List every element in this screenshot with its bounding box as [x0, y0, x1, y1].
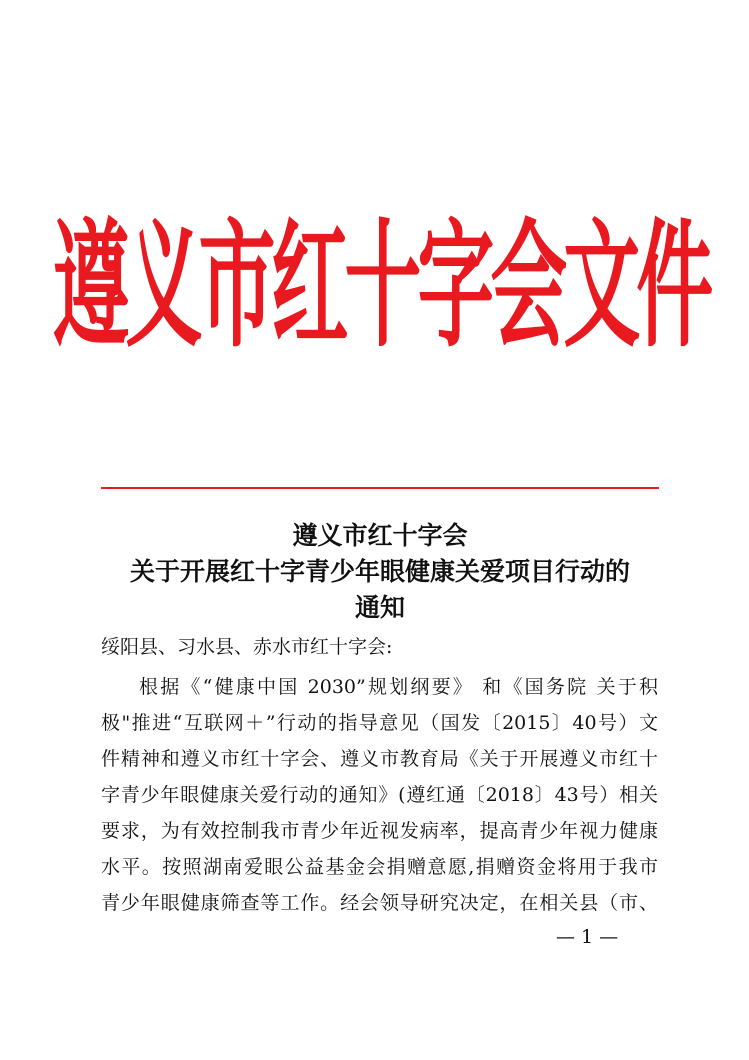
document-header-title: [52, 206, 710, 367]
header-title-text: 遵义市红十字会文件: [52, 206, 710, 367]
page-number: — 1 —: [556, 926, 619, 948]
document-title-line-3: 通知: [354, 593, 405, 622]
body-line-6: 水平。按照湖南爱眼公益基金会捐赠意愿,捐赠资金将用于我市: [101, 856, 658, 878]
body-line-5: 要求，为有效控制我市青少年近视发病率，提高青少年视力健康: [101, 820, 658, 842]
body-line-1: 根据《“健康中国 2030”规划纲要》 和《国务院 关于积: [139, 676, 658, 698]
body-line-7: 青少年眼健康筛查等工作。经会领导研究决定，在相关县（市、: [101, 892, 658, 914]
body-line-4: 字青少年眼健康关爱行动的通知》(遵红通〔2018〕43号）相关: [101, 784, 658, 806]
salutation: 绥阳县、习水县、赤水市红十字会:: [101, 636, 393, 658]
red-divider-line: [101, 487, 659, 489]
document-title-line-2: 关于开展红十字青少年眼健康关爱项目行动的: [129, 557, 630, 586]
document-title-line-1: 遵义市红十字会: [292, 521, 468, 550]
body-line-3: 件精神和遵义市红十字会、遵义市教育局《关于开展遵义市红十: [101, 748, 658, 770]
body-line-2: 极"推进“互联网＋”行动的指导意见（国发〔2015〕40号）文: [101, 712, 658, 734]
